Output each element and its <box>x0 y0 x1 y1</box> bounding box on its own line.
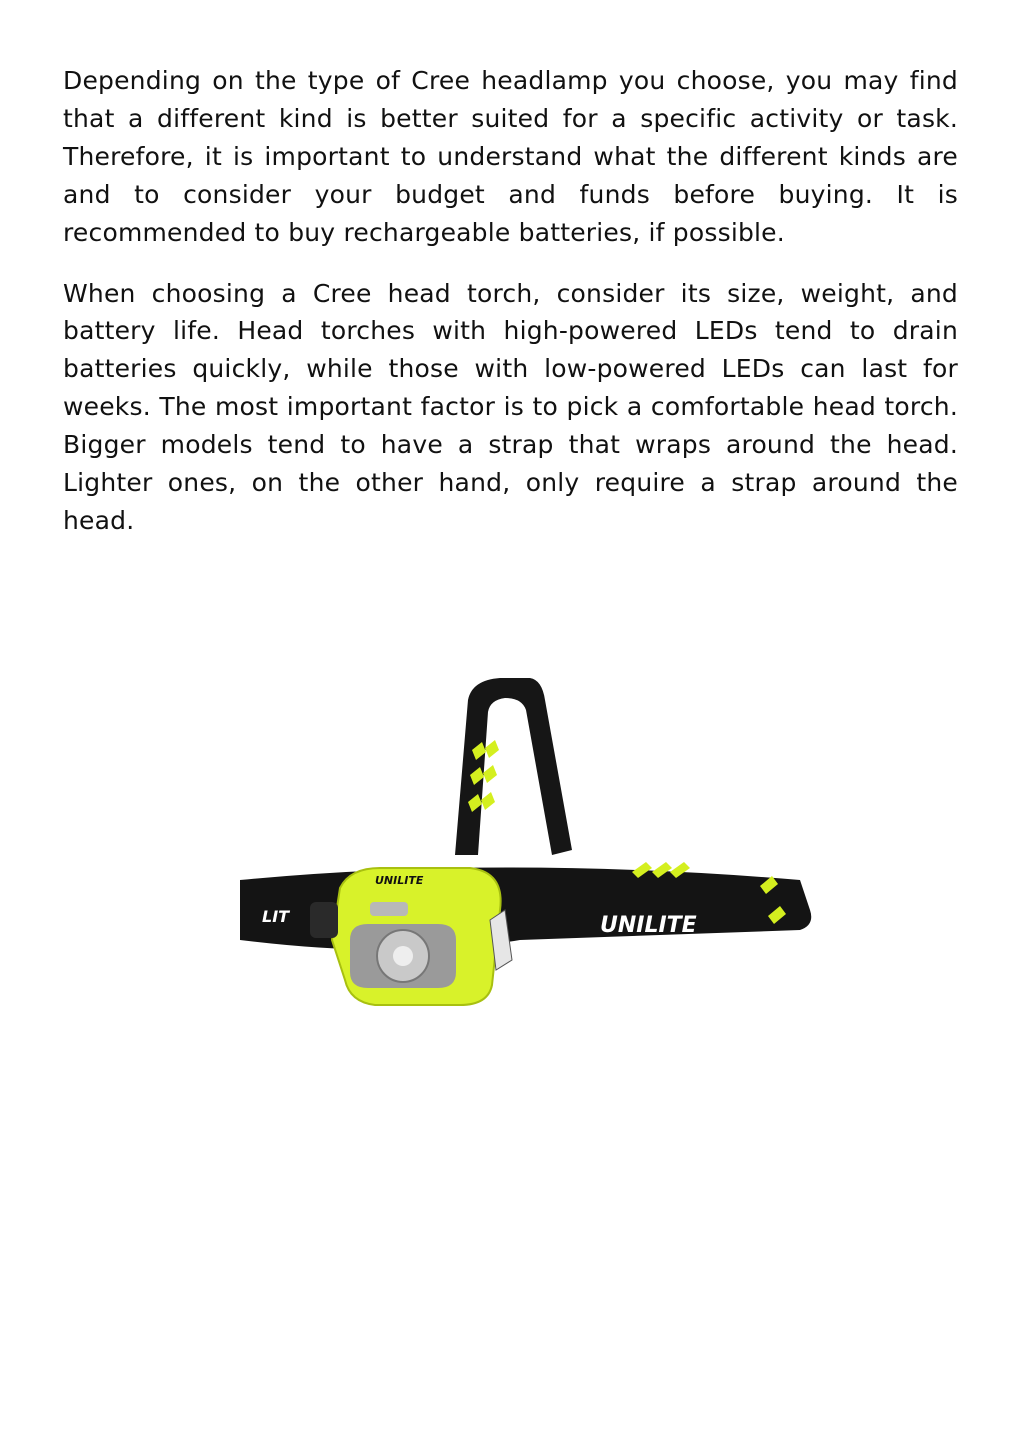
left-brand-text: LIT <box>262 907 290 926</box>
paragraph-1: Depending on the type of Cree headlamp you choose, you may find that a different kind is better suited for a specific activity or task. Therefore, it is important to understand what the different kinds are and to consider your budget and funds before buying. It is recommended to buy rechargeable batteries, if possible. <box>63 66 958 247</box>
article-body <box>63 62 958 563</box>
strap-chevrons <box>468 740 499 812</box>
power-button <box>370 902 408 916</box>
housing-brand-text: UNILITE <box>375 874 424 887</box>
tilt-knob <box>310 902 338 938</box>
top-strap <box>455 678 572 855</box>
paragraph-2: When choosing a Cree head torch, consider its size, weight, and battery life. Head torches with high-powered LEDs tend to drain batteries quickly, while those with low-powered LEDs can last for weeks. The most important factor is to pick a comfortable head torch. Bigger models tend to have a strap that wraps around the head. Lighter ones, on the other hand, only require a strap around the head. <box>63 278 958 535</box>
band-brand-text: UNILITE <box>600 913 697 938</box>
headlamp-product-image <box>200 640 840 1040</box>
